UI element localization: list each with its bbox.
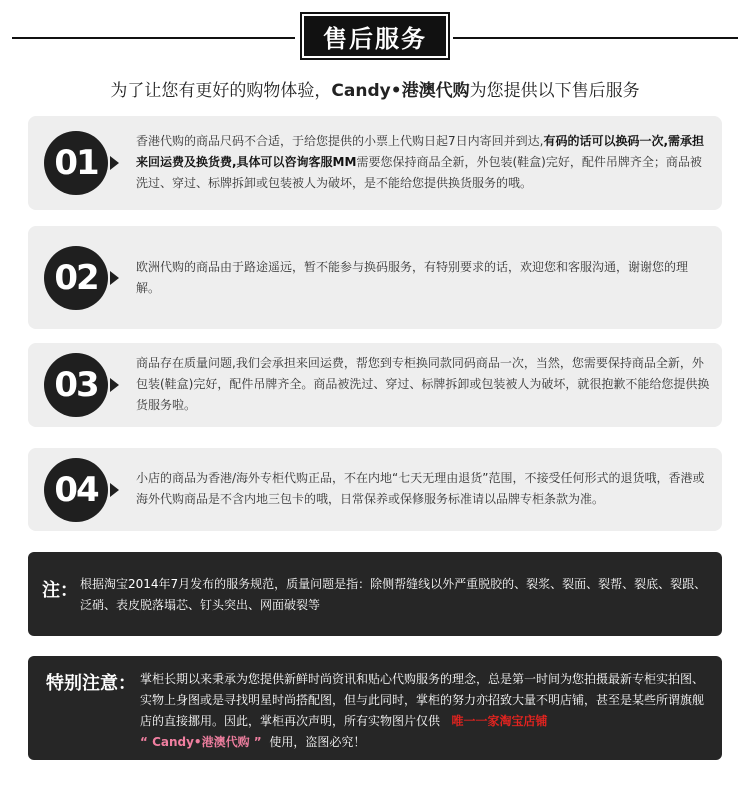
service-card-03: [28, 343, 722, 427]
service-card-04: [28, 448, 722, 531]
title-divider-left: [12, 37, 295, 39]
service-text-02: 欧洲代购的商品由于路途遥远，暂不能参与换码服务，有特别要求的话，欢迎您和客服沟通，谢谢您的理解。: [136, 260, 689, 295]
service-text-01-a: 香港代购的商品尺码不合适，于给您提供的小票上代购日起7日内寄回并到达,: [136, 134, 544, 148]
intro-text: [0, 76, 750, 101]
service-text-04: 小店的商品为香港/海外专柜代购正品，不在内地“七天无理由退货”范围，不接受任何形式的退货哦，香港或海外代购商品是不含内地三包卡的哦，日常保养或保修服务标准请以品牌专柜条款为准。: [136, 471, 705, 506]
page-title: 售后服务: [304, 16, 446, 56]
arrow-right-icon: [110, 271, 119, 285]
intro-after: 为您提供以下售后服务: [469, 81, 640, 101]
service-text-01: [136, 131, 710, 194]
number-badge-01: 01: [44, 131, 108, 195]
note-label: 注：: [42, 580, 78, 601]
intro-before: 为了让您有更好的购物体验，: [110, 81, 332, 101]
special-notice-text-a: 掌柜长期以来秉承为您提供新鲜时尚资讯和贴心代购服务的理念，总是第一时间为您拍摄最新专柜实拍图、实物上身图或是寻找明星时尚搭配图，但与此同时，掌柜的努力亦招致大量不明店铺，甚至是某些所谓旗舰店的直接挪用。因此，掌柜再次声明，所有实物图片仅供: [140, 672, 705, 728]
note-text: 根据淘宝2014年7月发布的服务规范，质量问题是指：除侧帮缝线以外严重脱胶的、裂浆、裂面、裂帮、裂底、裂跟、泛硝、表皮脱落塌芯、钉头突出、网面破裂等: [80, 577, 707, 612]
arrow-right-icon: [110, 378, 119, 392]
number-badge-03: 03: [44, 353, 108, 417]
title-divider-right: [453, 37, 738, 39]
note-panel: [28, 552, 722, 636]
special-notice-shop-highlight: 唯一一家淘宝店铺: [451, 714, 548, 728]
special-notice-text-b: 使用，盗图必究！: [269, 735, 366, 749]
arrow-right-icon: [110, 156, 119, 170]
service-card-01: [28, 116, 722, 210]
special-notice-panel: [28, 656, 722, 760]
number-badge-02: 02: [44, 246, 108, 310]
service-text-03: 商品存在质量问题,我们会承担来回运费，帮您到专柜换同款同码商品一次，当然，您需要保持商品全新，外包装(鞋盒)完好，配件吊牌齐全。商品被洗过、穿过、标牌拆卸或包装被人为破坏，就很抱歉不能给您提供换货服务啦。: [136, 356, 710, 412]
arrow-right-icon: [110, 483, 119, 497]
number-badge-04: 04: [44, 458, 108, 522]
special-notice-text: [140, 669, 712, 753]
special-notice-brand-highlight: “ Candy•港澳代购 ”: [140, 735, 262, 749]
service-card-02: [28, 226, 722, 329]
service-text-01-b: 需要您保持商品全新，外包装(鞋盒)完好，配件吊牌齐全；商品被洗过、穿过、标牌拆卸或包装被人为破坏，是不能给您提供换货服务的哦。: [136, 155, 702, 190]
intro-brand: Candy•港澳代购: [331, 81, 470, 101]
service-text-01-bold: 有码的话可以换码一次,需承担来回运费及换货费,具体可以咨询客服MM: [136, 134, 705, 169]
title-row: [0, 0, 750, 70]
title-box: [300, 12, 450, 60]
special-notice-label: 特别注意：: [46, 673, 136, 694]
